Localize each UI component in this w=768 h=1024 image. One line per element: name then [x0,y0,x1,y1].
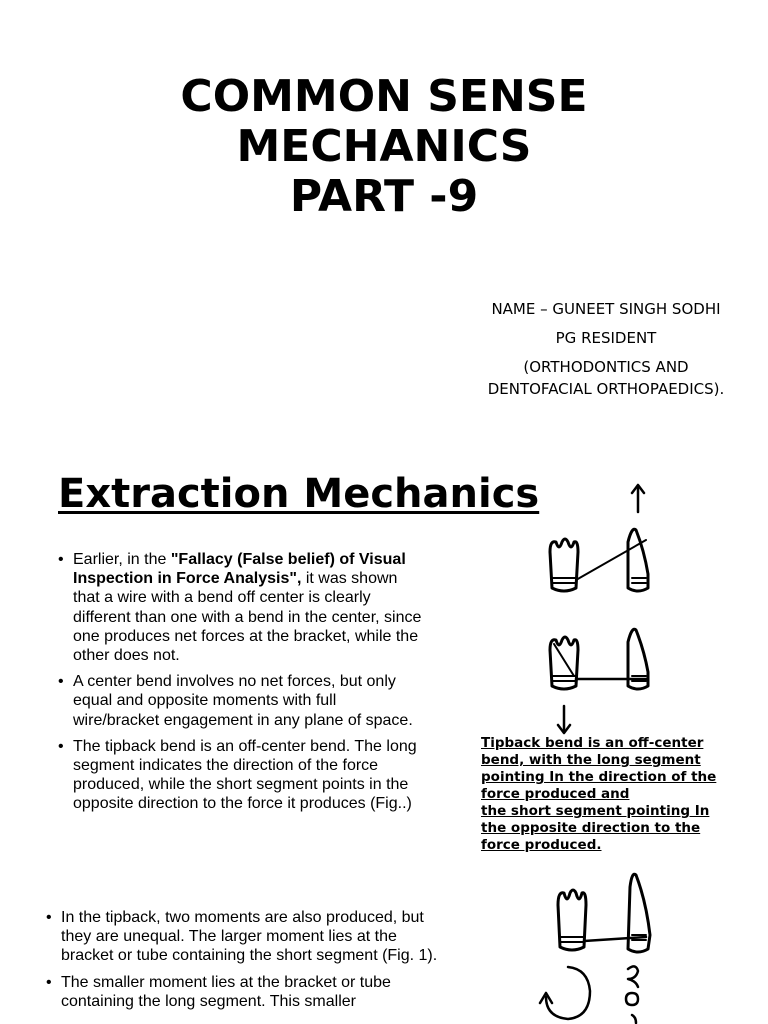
list-item: • The tipback bend is an off-center bend. The long segment indicates the direction of the force produced, while the short segment points in the opposite direction to the force it produces (Fig..) [58,737,423,814]
molar-tooth-icon [550,637,578,689]
caption-line: the short segment pointing In [481,803,710,819]
list-item: • A center bend involves no net forces, but only equal and opposite moments with full wire/bracket engagement in any plane of space. [58,672,423,730]
tipback-diagram-1 [540,480,660,600]
author-dept-line-2: DENTOFACIAL ORTHOPAEDICS). [487,380,725,398]
author-role: PG RESIDENT [555,329,657,347]
caption-line: force produced. [481,837,602,853]
caption-line: the opposite direction to the [481,820,701,836]
tipback-diagram-2 [540,620,660,740]
section-heading: Extraction Mechanics [58,471,540,517]
caption-line: pointing In the direction of the [481,769,717,785]
up-arrow-icon [632,485,644,512]
figure-caption [481,735,743,854]
down-arrow-icon [558,706,570,733]
bullet-text-post: it was shown that a wire with a bend off center is clearly different than one with a bend in the center, since one produces net forces at the bracket, while the other does not. [73,570,422,665]
title-line-1: COMMON SENSE [180,71,588,122]
caption-line: bend, with the long segment [481,752,701,768]
premolar-tooth-icon [628,874,650,952]
small-moment-symbols-icon [626,966,638,1023]
molar-tooth-icon [558,890,586,950]
premolar-tooth-icon [628,529,648,591]
author-dept-line-1: (ORTHODONTICS AND [523,358,689,376]
molar-tooth-icon [550,539,578,591]
bullet-text-bold: "Fallacy (False belief) of Visual Inspection in Force Analysis", [73,551,406,588]
slide-title [0,72,768,222]
list-item [58,550,423,665]
title-line-2: MECHANICS [236,121,532,172]
bullet-text-pre: Earlier, in the [73,551,171,568]
caption-line: force produced and [481,786,630,802]
bullet-list-top [58,550,423,821]
list-item: • In the tipback, two moments are also produced, but they are unequal. The larger moment lies at the bracket or tube containing the short segment (Fig. 1). [46,908,446,966]
title-line-3: PART -9 [289,171,479,222]
tipback-diagram-3 [532,865,662,1024]
author-block [466,298,746,400]
caption-line: Tipback bend is an off-center [481,735,704,751]
section-heading-container [58,470,540,522]
bullet-list-bottom [46,908,446,1018]
author-name: NAME – GUNEET SINGH SODHI [491,300,721,318]
large-moment-arrow-icon [540,967,590,1019]
wire-line [576,540,646,580]
list-item: • The smaller moment lies at the bracket or tube containing the long segment. This smaller [46,973,446,1011]
